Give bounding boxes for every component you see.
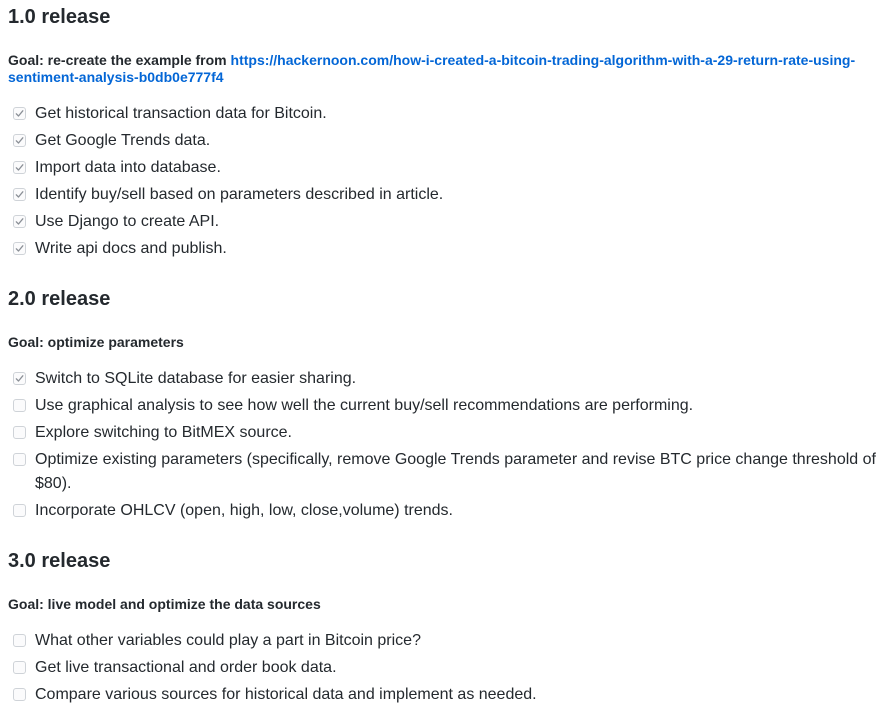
task-label: Identify buy/sell based on parameters described in article. (35, 186, 444, 203)
task-label: Compare various sources for historical data and implement as needed. (35, 686, 537, 703)
task-item (8, 210, 443, 234)
task-label: Incorporate OHLCV (open, high, low, close,volume) trends. (35, 502, 453, 519)
task-item (8, 129, 443, 153)
task-list-3-0-release (8, 629, 537, 710)
task-item (8, 237, 443, 261)
checkmark-icon (15, 109, 24, 118)
task-list-2-0-release (8, 367, 893, 526)
task-label: Write api docs and publish. (35, 240, 227, 257)
task-item (8, 499, 893, 523)
task-label: Use Django to create API. (35, 213, 220, 230)
section-heading-3-0-release: 3.0 release (8, 550, 111, 572)
goal-3-0-release: Goal: live model and optimize the data sources (8, 596, 321, 612)
task-label: Switch to SQLite database for easier sharing. (35, 370, 357, 387)
checkbox[interactable] (13, 242, 26, 255)
task-item (8, 683, 537, 707)
checkmark-icon (15, 217, 24, 226)
checkbox[interactable] (13, 634, 26, 647)
task-label: Import data into database. (35, 159, 221, 176)
checkbox[interactable] (13, 188, 26, 201)
section-heading-1-0-release: 1.0 release (8, 6, 111, 28)
goal-label: Goal: re-create the example from (8, 52, 231, 68)
checkbox[interactable] (13, 399, 26, 412)
task-label: Get Google Trends data. (35, 132, 211, 149)
task-item (8, 629, 537, 653)
task-label: Explore switching to BitMEX source. (35, 424, 292, 441)
task-item (8, 656, 537, 680)
checkbox[interactable] (13, 161, 26, 174)
task-item (8, 183, 443, 207)
task-label: Optimize existing parameters (specifically, remove Google Trends parameter and revise BTC price change threshold of $80). (35, 451, 876, 492)
checkbox[interactable] (13, 453, 26, 466)
checkmark-icon (15, 190, 24, 199)
task-label: Get live transactional and order book data. (35, 659, 337, 676)
goal-2-0-release: Goal: optimize parameters (8, 334, 184, 350)
checkbox[interactable] (13, 661, 26, 674)
checkbox[interactable] (13, 107, 26, 120)
task-item (8, 421, 893, 445)
checkbox[interactable] (13, 134, 26, 147)
checkbox[interactable] (13, 504, 26, 517)
task-item (8, 367, 893, 391)
article-link[interactable]: https://hackernoon.com/how-i-created-a-bitcoin-trading-algorithm-with-a-29-return-rate-using-sentiment-analysis-b0db0e777f4 (8, 52, 856, 85)
checkmark-icon (15, 244, 24, 253)
checkbox[interactable] (13, 215, 26, 228)
task-list-1-0-release (8, 102, 443, 264)
checkbox[interactable] (13, 426, 26, 439)
checkmark-icon (15, 136, 24, 145)
task-label: Use graphical analysis to see how well the current buy/sell recommendations are performing. (35, 397, 694, 414)
task-item (8, 156, 443, 180)
task-item (8, 102, 443, 126)
checkmark-icon (15, 163, 24, 172)
task-item (8, 394, 893, 418)
task-label: Get historical transaction data for Bitcoin. (35, 105, 327, 122)
checkbox[interactable] (13, 372, 26, 385)
checkmark-icon (15, 374, 24, 383)
task-label: What other variables could play a part in Bitcoin price? (35, 632, 421, 649)
goal-1-0-release (8, 52, 888, 86)
section-heading-2-0-release: 2.0 release (8, 288, 111, 310)
checkbox[interactable] (13, 688, 26, 701)
task-item (8, 448, 893, 496)
